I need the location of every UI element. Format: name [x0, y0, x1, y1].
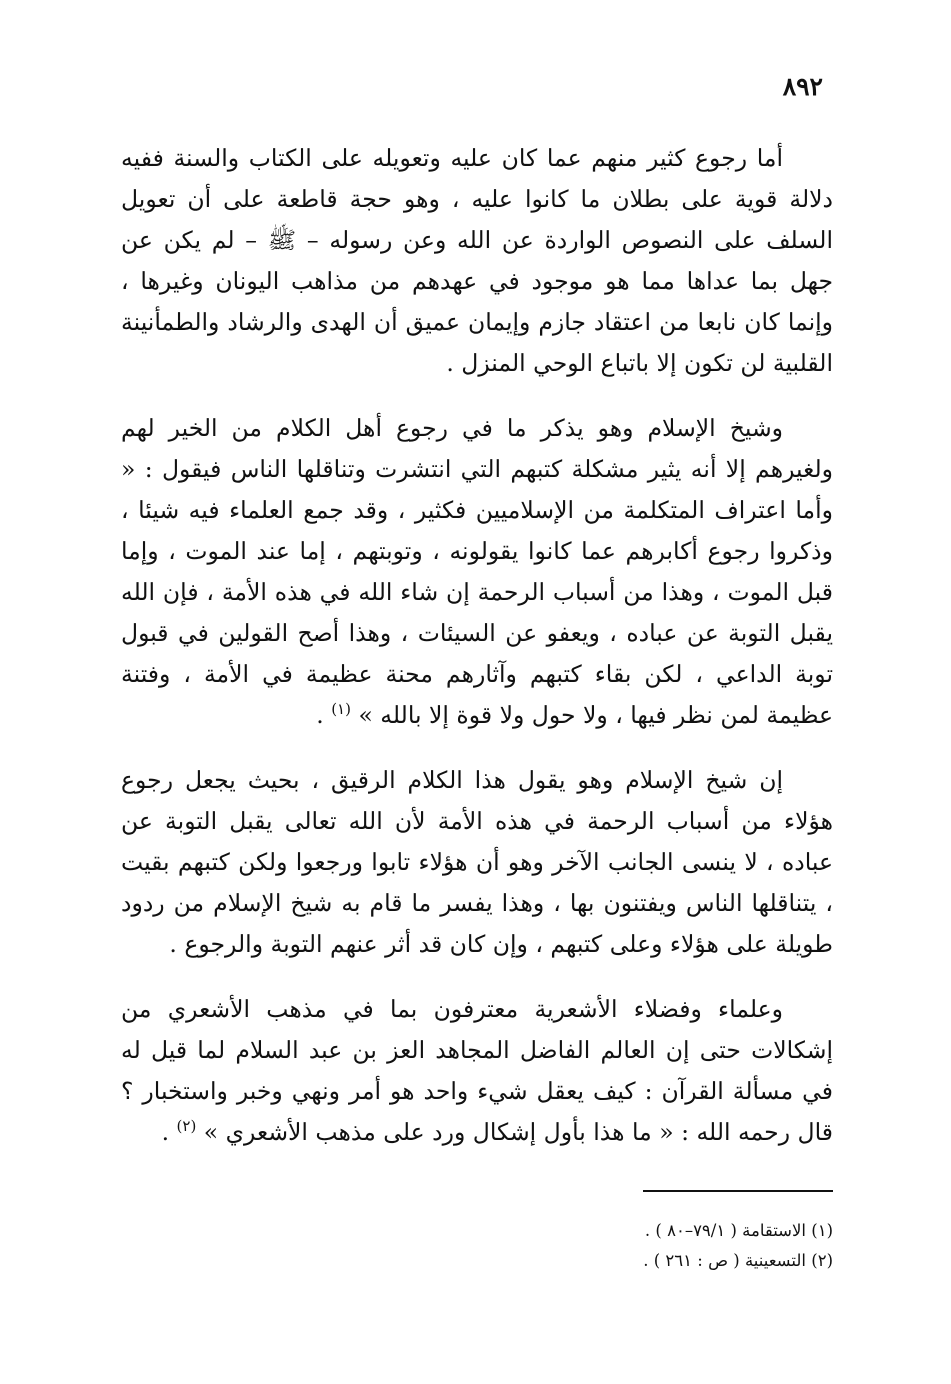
- paragraph: [121, 760, 833, 965]
- footnote: (٢) التسعينية ( ص : ٢٦١ ) .: [643, 1251, 833, 1270]
- paragraph: [121, 989, 833, 1153]
- footnote: (١) الاستقامة ( ٧٩/١–٨٠ ) .: [644, 1221, 833, 1240]
- paragraph-text: وشيخ الإسلام وهو يذكر ما في رجوع أهل الكلام من الخير لهم ولغيرهم إلا أنه يثير مشكلة كتبهم التي انتشرت وتناقلها الناس فيقول : « وأما اعتراف المتكلمة من الإسلاميين فكثير ، وقد جمع العلماء فيه شيئا ، وذكروا رجوع أكابرهم عما كانوا يقولونه ، وتوبتهم ، إما عند الموت ، وإما قبل الموت ، وهذا من أسباب الرحمة إن شاء الله في هذه الأمة ، فإن الله يقبل التوبة عن عباده ، ويعفو عن السيئات ، وهذا أصح القولين في قبول توبة الداعي ، لكن بقاء كتبهم وآثارهم محنة عظيمة في الأمة ، وفتنة عظيمة لمن نظر فيها ، ولا حول ولا قوة إلا بالله »: [121, 414, 833, 729]
- footnote-reference: (١): [331, 700, 351, 718]
- paragraph-text: أما رجوع كثير منهم عما كان عليه وتعويله على الكتاب والسنة ففيه دلالة قوية على بطلان ما كانوا عليه ، وهو حجة قاطعة على أن تعويل السلف على النصوص الواردة عن الله وعن رسوله – ﷺ – لم يكن عن جهل بما عداها مما هو موجود في عهدهم من مذاهب اليونان وغيرها ، وإنما كان نابعا من اعتقاد جازم وإيمان عميق أن الهدى والرشاد والطمأنينة القلبية لن تكون إلا باتباع الوحي المنزل .: [121, 144, 833, 377]
- paragraph-text: إن شيخ الإسلام وهو يقول هذا الكلام الرقيق ، بحيث يجعل رجوع هؤلاء من أسباب الرحمة في هذه الأمة لأن الله تعالى يقبل التوبة عن عباده ، لا ينسى الجانب الآخر وهو أن هؤلاء تابوا ورجعوا ولكن كتبهم بقيت ، يتناقلها الناس ويفتنون بها ، وهذا يفسر ما قام به شيخ الإسلام من ردود طويلة على هؤلاء وعلى كتبهم ، وإن كان قد أثر عنهم التوبة والرجوع .: [121, 766, 833, 958]
- page-number: ٨٩٢: [782, 72, 823, 101]
- paragraph-tail: .: [161, 1118, 177, 1146]
- paragraph-text: وعلماء وفضلاء الأشعرية معترفون بما في مذهب الأشعري من إشكالات حتى إن العالم الفاضل المجاهد العز بن عبد السلام لما قيل له في مسألة القرآن : كيف يعقل شيء واحد هو أمر ونهي وخبر واستخبار ؟ قال رحمه الله : « ما هذا بأول إشكال ورد على مذهب الأشعري »: [121, 995, 833, 1146]
- footnote-reference: (٢): [176, 1117, 197, 1135]
- footnote-separator: [643, 1190, 833, 1192]
- paragraph-tail: .: [316, 701, 332, 729]
- paragraph: [121, 408, 833, 736]
- footnotes: [121, 1216, 833, 1276]
- main-text: [121, 138, 833, 1177]
- paragraph: [121, 138, 833, 384]
